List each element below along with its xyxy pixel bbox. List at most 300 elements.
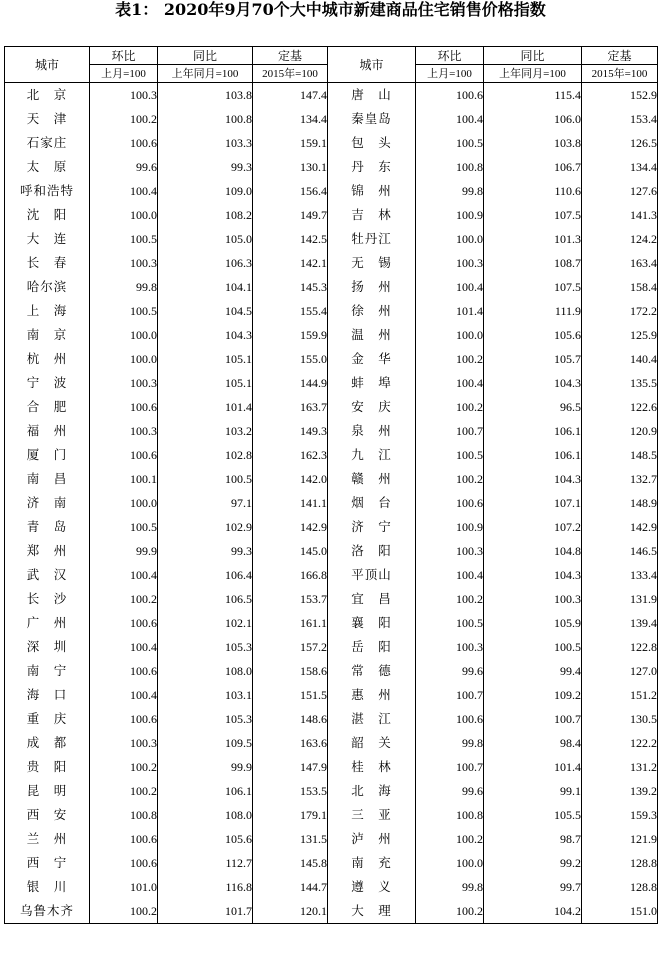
left-yoy-cell: 97.1: [158, 491, 253, 515]
column-header-base-right: 定基: [582, 47, 658, 65]
right-base-cell: 121.9: [582, 827, 658, 851]
left-city-cell: 西 安: [5, 803, 90, 827]
right-base-cell: 172.2: [582, 299, 658, 323]
right-city-cell: 湛 江: [328, 707, 416, 731]
right-city-cell: 平顶山: [328, 563, 416, 587]
left-base-cell: 134.4: [253, 107, 328, 131]
right-mom-cell: 99.8: [416, 875, 484, 899]
left-city-cell: 济 南: [5, 491, 90, 515]
left-city-cell: 海 口: [5, 683, 90, 707]
right-city-cell: 大 理: [328, 899, 416, 924]
left-base-cell: 142.9: [253, 515, 328, 539]
right-mom-cell: 100.8: [416, 155, 484, 179]
left-yoy-cell: 106.4: [158, 563, 253, 587]
right-yoy-cell: 98.7: [484, 827, 582, 851]
right-base-cell: 152.9: [582, 83, 658, 108]
table-row: [5, 635, 658, 659]
table-row: [5, 395, 658, 419]
left-yoy-cell: 104.5: [158, 299, 253, 323]
right-city-cell: 安 庆: [328, 395, 416, 419]
right-city-cell: 金 华: [328, 347, 416, 371]
right-mom-cell: 100.7: [416, 419, 484, 443]
right-city-cell: 赣 州: [328, 467, 416, 491]
left-base-cell: 120.1: [253, 899, 328, 924]
left-city-cell: 福 州: [5, 419, 90, 443]
left-yoy-cell: 103.8: [158, 83, 253, 108]
left-mom-cell: 100.4: [90, 635, 158, 659]
left-yoy-cell: 108.0: [158, 803, 253, 827]
right-base-cell: 131.9: [582, 587, 658, 611]
left-city-cell: 郑 州: [5, 539, 90, 563]
subheader-yoy-right: 上年同月=100: [484, 65, 582, 83]
column-header-base-left: 定基: [253, 47, 328, 65]
left-mom-cell: 100.0: [90, 323, 158, 347]
right-yoy-cell: 99.4: [484, 659, 582, 683]
left-yoy-cell: 101.4: [158, 395, 253, 419]
left-city-cell: 昆 明: [5, 779, 90, 803]
left-base-cell: 149.7: [253, 203, 328, 227]
right-city-cell: 遵 义: [328, 875, 416, 899]
right-mom-cell: 100.7: [416, 755, 484, 779]
left-city-cell: 长 沙: [5, 587, 90, 611]
right-base-cell: 122.8: [582, 635, 658, 659]
left-mom-cell: 100.4: [90, 683, 158, 707]
right-yoy-cell: 100.7: [484, 707, 582, 731]
left-city-cell: 重 庆: [5, 707, 90, 731]
left-mom-cell: 100.4: [90, 179, 158, 203]
right-city-cell: 九 江: [328, 443, 416, 467]
left-city-cell: 石家庄: [5, 131, 90, 155]
left-city-cell: 贵 阳: [5, 755, 90, 779]
table-row: [5, 707, 658, 731]
right-yoy-cell: 111.9: [484, 299, 582, 323]
right-mom-cell: 99.6: [416, 779, 484, 803]
right-city-cell: 无 锡: [328, 251, 416, 275]
right-city-cell: 徐 州: [328, 299, 416, 323]
right-yoy-cell: 101.4: [484, 755, 582, 779]
right-city-cell: 襄 阳: [328, 611, 416, 635]
right-base-cell: 124.2: [582, 227, 658, 251]
table-row: [5, 827, 658, 851]
left-base-cell: 153.7: [253, 587, 328, 611]
left-yoy-cell: 106.1: [158, 779, 253, 803]
left-yoy-cell: 103.2: [158, 419, 253, 443]
left-base-cell: 142.1: [253, 251, 328, 275]
right-city-cell: 韶 关: [328, 731, 416, 755]
left-mom-cell: 100.2: [90, 107, 158, 131]
left-mom-cell: 100.6: [90, 827, 158, 851]
left-mom-cell: 100.0: [90, 347, 158, 371]
right-mom-cell: 100.2: [416, 899, 484, 924]
right-city-cell: 宜 昌: [328, 587, 416, 611]
table-title: 表1： 2020年9月70个大中城市新建商品住宅销售价格指数: [115, 0, 546, 19]
right-base-cell: 133.4: [582, 563, 658, 587]
right-base-cell: 127.6: [582, 179, 658, 203]
column-header-city-left: 城市: [5, 47, 90, 83]
right-city-cell: 岳 阳: [328, 635, 416, 659]
column-header-yoy-left: 同比: [158, 47, 253, 65]
right-city-cell: 三 亚: [328, 803, 416, 827]
left-yoy-cell: 105.1: [158, 347, 253, 371]
right-mom-cell: 100.0: [416, 851, 484, 875]
right-city-cell: 秦皇岛: [328, 107, 416, 131]
left-mom-cell: 100.5: [90, 515, 158, 539]
column-header-city-right: 城市: [328, 47, 416, 83]
right-city-cell: 济 宁: [328, 515, 416, 539]
left-base-cell: 163.7: [253, 395, 328, 419]
right-yoy-cell: 104.2: [484, 899, 582, 924]
right-mom-cell: 100.4: [416, 107, 484, 131]
left-city-cell: 哈尔滨: [5, 275, 90, 299]
left-mom-cell: 100.6: [90, 611, 158, 635]
left-yoy-cell: 104.3: [158, 323, 253, 347]
left-mom-cell: 99.6: [90, 155, 158, 179]
right-yoy-cell: 104.3: [484, 563, 582, 587]
left-base-cell: 162.3: [253, 443, 328, 467]
table-row: [5, 251, 658, 275]
right-city-cell: 蚌 埠: [328, 371, 416, 395]
left-yoy-cell: 105.6: [158, 827, 253, 851]
left-yoy-cell: 109.5: [158, 731, 253, 755]
right-base-cell: 122.2: [582, 731, 658, 755]
right-base-cell: 128.8: [582, 851, 658, 875]
left-base-cell: 166.8: [253, 563, 328, 587]
table-row: [5, 731, 658, 755]
right-yoy-cell: 99.7: [484, 875, 582, 899]
right-base-cell: 142.9: [582, 515, 658, 539]
table-row: [5, 659, 658, 683]
left-base-cell: 155.4: [253, 299, 328, 323]
right-mom-cell: 101.4: [416, 299, 484, 323]
table-row: [5, 371, 658, 395]
right-city-cell: 洛 阳: [328, 539, 416, 563]
table-row: [5, 347, 658, 371]
right-mom-cell: 100.2: [416, 347, 484, 371]
right-base-cell: 151.2: [582, 683, 658, 707]
left-city-cell: 呼和浩特: [5, 179, 90, 203]
right-yoy-cell: 99.1: [484, 779, 582, 803]
left-base-cell: 141.1: [253, 491, 328, 515]
left-city-cell: 成 都: [5, 731, 90, 755]
left-yoy-cell: 101.7: [158, 899, 253, 924]
right-yoy-cell: 99.2: [484, 851, 582, 875]
column-header-mom-left: 环比: [90, 47, 158, 65]
right-mom-cell: 100.2: [416, 395, 484, 419]
left-base-cell: 157.2: [253, 635, 328, 659]
left-mom-cell: 100.6: [90, 851, 158, 875]
left-mom-cell: 99.9: [90, 539, 158, 563]
right-yoy-cell: 105.6: [484, 323, 582, 347]
right-mom-cell: 100.6: [416, 83, 484, 108]
left-base-cell: 153.5: [253, 779, 328, 803]
left-mom-cell: 100.6: [90, 659, 158, 683]
column-header-yoy-right: 同比: [484, 47, 582, 65]
left-city-cell: 南 昌: [5, 467, 90, 491]
left-yoy-cell: 108.2: [158, 203, 253, 227]
left-city-cell: 长 春: [5, 251, 90, 275]
left-mom-cell: 100.8: [90, 803, 158, 827]
left-city-cell: 沈 阳: [5, 203, 90, 227]
left-yoy-cell: 99.3: [158, 539, 253, 563]
left-city-cell: 乌鲁木齐: [5, 899, 90, 924]
right-base-cell: 163.4: [582, 251, 658, 275]
left-yoy-cell: 109.0: [158, 179, 253, 203]
right-mom-cell: 100.4: [416, 371, 484, 395]
right-yoy-cell: 105.5: [484, 803, 582, 827]
table-row: [5, 107, 658, 131]
left-yoy-cell: 105.0: [158, 227, 253, 251]
left-base-cell: 145.0: [253, 539, 328, 563]
subheader-mom-left: 上月=100: [90, 65, 158, 83]
right-base-cell: 148.5: [582, 443, 658, 467]
right-base-cell: 130.5: [582, 707, 658, 731]
right-city-cell: 北 海: [328, 779, 416, 803]
left-base-cell: 145.8: [253, 851, 328, 875]
left-base-cell: 161.1: [253, 611, 328, 635]
left-mom-cell: 99.8: [90, 275, 158, 299]
right-city-cell: 常 德: [328, 659, 416, 683]
left-mom-cell: 100.0: [90, 203, 158, 227]
left-base-cell: 142.0: [253, 467, 328, 491]
table-row: [5, 131, 658, 155]
right-base-cell: 139.2: [582, 779, 658, 803]
right-yoy-cell: 100.5: [484, 635, 582, 659]
right-yoy-cell: 104.3: [484, 467, 582, 491]
left-city-cell: 宁 波: [5, 371, 90, 395]
left-yoy-cell: 105.1: [158, 371, 253, 395]
right-mom-cell: 100.5: [416, 611, 484, 635]
right-mom-cell: 100.0: [416, 227, 484, 251]
table-row: [5, 803, 658, 827]
right-yoy-cell: 110.6: [484, 179, 582, 203]
right-base-cell: 131.2: [582, 755, 658, 779]
right-base-cell: 134.4: [582, 155, 658, 179]
left-base-cell: 163.6: [253, 731, 328, 755]
right-base-cell: 146.5: [582, 539, 658, 563]
right-city-cell: 包 头: [328, 131, 416, 155]
right-mom-cell: 100.7: [416, 683, 484, 707]
right-base-cell: 120.9: [582, 419, 658, 443]
left-city-cell: 太 原: [5, 155, 90, 179]
left-city-cell: 上 海: [5, 299, 90, 323]
right-mom-cell: 100.2: [416, 467, 484, 491]
left-mom-cell: 100.6: [90, 443, 158, 467]
left-yoy-cell: 106.3: [158, 251, 253, 275]
right-city-cell: 唐 山: [328, 83, 416, 108]
right-base-cell: 122.6: [582, 395, 658, 419]
table-row: [5, 203, 658, 227]
left-yoy-cell: 102.8: [158, 443, 253, 467]
right-city-cell: 烟 台: [328, 491, 416, 515]
left-city-cell: 南 宁: [5, 659, 90, 683]
right-mom-cell: 100.9: [416, 203, 484, 227]
right-yoy-cell: 101.3: [484, 227, 582, 251]
price-index-table: [4, 46, 658, 924]
left-city-cell: 天 津: [5, 107, 90, 131]
left-base-cell: 130.1: [253, 155, 328, 179]
right-yoy-cell: 106.7: [484, 155, 582, 179]
right-mom-cell: 99.6: [416, 659, 484, 683]
right-yoy-cell: 107.5: [484, 203, 582, 227]
left-mom-cell: 100.5: [90, 299, 158, 323]
table-row: [5, 83, 658, 108]
right-mom-cell: 100.6: [416, 491, 484, 515]
right-mom-cell: 100.5: [416, 131, 484, 155]
left-mom-cell: 100.3: [90, 371, 158, 395]
left-mom-cell: 100.6: [90, 395, 158, 419]
right-mom-cell: 100.6: [416, 707, 484, 731]
right-base-cell: 159.3: [582, 803, 658, 827]
left-mom-cell: 100.3: [90, 731, 158, 755]
table-row: [5, 299, 658, 323]
left-base-cell: 147.4: [253, 83, 328, 108]
right-yoy-cell: 115.4: [484, 83, 582, 108]
left-yoy-cell: 100.8: [158, 107, 253, 131]
table-row: [5, 851, 658, 875]
right-city-cell: 丹 东: [328, 155, 416, 179]
left-mom-cell: 101.0: [90, 875, 158, 899]
left-yoy-cell: 99.9: [158, 755, 253, 779]
left-yoy-cell: 103.1: [158, 683, 253, 707]
left-yoy-cell: 116.8: [158, 875, 253, 899]
left-mom-cell: 100.3: [90, 419, 158, 443]
table-row: [5, 875, 658, 899]
table-row: [5, 779, 658, 803]
subheader-base-right: 2015年=100: [582, 65, 658, 83]
left-base-cell: 142.5: [253, 227, 328, 251]
right-mom-cell: 100.3: [416, 251, 484, 275]
table-row: [5, 467, 658, 491]
table-body: [5, 83, 658, 924]
right-base-cell: 158.4: [582, 275, 658, 299]
left-city-cell: 银 川: [5, 875, 90, 899]
table-row: [5, 539, 658, 563]
table-row: [5, 155, 658, 179]
table-row: [5, 683, 658, 707]
subheader-base-left: 2015年=100: [253, 65, 328, 83]
left-base-cell: 179.1: [253, 803, 328, 827]
left-base-cell: 156.4: [253, 179, 328, 203]
left-mom-cell: 100.4: [90, 563, 158, 587]
right-city-cell: 南 充: [328, 851, 416, 875]
left-mom-cell: 100.0: [90, 491, 158, 515]
left-yoy-cell: 100.5: [158, 467, 253, 491]
left-yoy-cell: 108.0: [158, 659, 253, 683]
right-mom-cell: 100.2: [416, 827, 484, 851]
right-yoy-cell: 96.5: [484, 395, 582, 419]
subheader-mom-right: 上月=100: [416, 65, 484, 83]
left-base-cell: 131.5: [253, 827, 328, 851]
table-row: [5, 899, 658, 924]
right-base-cell: 127.0: [582, 659, 658, 683]
right-yoy-cell: 103.8: [484, 131, 582, 155]
right-city-cell: 泉 州: [328, 419, 416, 443]
left-base-cell: 155.0: [253, 347, 328, 371]
left-city-cell: 兰 州: [5, 827, 90, 851]
right-base-cell: 139.4: [582, 611, 658, 635]
right-mom-cell: 100.5: [416, 443, 484, 467]
column-header-mom-right: 环比: [416, 47, 484, 65]
right-mom-cell: 100.4: [416, 563, 484, 587]
left-city-cell: 杭 州: [5, 347, 90, 371]
right-city-cell: 桂 林: [328, 755, 416, 779]
right-city-cell: 牡丹江: [328, 227, 416, 251]
table-row: [5, 491, 658, 515]
subheader-yoy-left: 上年同月=100: [158, 65, 253, 83]
table-row: [5, 419, 658, 443]
table-row: [5, 227, 658, 251]
table-row: [5, 611, 658, 635]
right-mom-cell: 99.8: [416, 179, 484, 203]
left-yoy-cell: 112.7: [158, 851, 253, 875]
right-base-cell: 148.9: [582, 491, 658, 515]
right-yoy-cell: 105.9: [484, 611, 582, 635]
left-mom-cell: 100.2: [90, 779, 158, 803]
left-yoy-cell: 102.1: [158, 611, 253, 635]
left-mom-cell: 100.2: [90, 587, 158, 611]
left-base-cell: 145.3: [253, 275, 328, 299]
left-mom-cell: 100.5: [90, 227, 158, 251]
right-city-cell: 温 州: [328, 323, 416, 347]
right-base-cell: 153.4: [582, 107, 658, 131]
left-city-cell: 西 宁: [5, 851, 90, 875]
left-city-cell: 北 京: [5, 83, 90, 108]
right-mom-cell: 100.0: [416, 323, 484, 347]
right-base-cell: 140.4: [582, 347, 658, 371]
left-base-cell: 149.3: [253, 419, 328, 443]
right-yoy-cell: 108.7: [484, 251, 582, 275]
left-city-cell: 合 肥: [5, 395, 90, 419]
right-mom-cell: 100.3: [416, 539, 484, 563]
left-city-cell: 深 圳: [5, 635, 90, 659]
right-mom-cell: 100.4: [416, 275, 484, 299]
right-yoy-cell: 104.3: [484, 371, 582, 395]
left-city-cell: 厦 门: [5, 443, 90, 467]
right-base-cell: 135.5: [582, 371, 658, 395]
right-base-cell: 132.7: [582, 467, 658, 491]
right-yoy-cell: 107.2: [484, 515, 582, 539]
right-yoy-cell: 109.2: [484, 683, 582, 707]
left-yoy-cell: 105.3: [158, 635, 253, 659]
left-yoy-cell: 104.1: [158, 275, 253, 299]
header-row: [5, 47, 658, 65]
right-yoy-cell: 105.7: [484, 347, 582, 371]
right-yoy-cell: 106.0: [484, 107, 582, 131]
right-base-cell: 125.9: [582, 323, 658, 347]
table-row: [5, 443, 658, 467]
right-mom-cell: 100.8: [416, 803, 484, 827]
left-mom-cell: 100.2: [90, 899, 158, 924]
left-yoy-cell: 106.5: [158, 587, 253, 611]
right-yoy-cell: 107.5: [484, 275, 582, 299]
right-base-cell: 128.8: [582, 875, 658, 899]
right-mom-cell: 100.2: [416, 587, 484, 611]
left-yoy-cell: 103.3: [158, 131, 253, 155]
left-city-cell: 武 汉: [5, 563, 90, 587]
left-mom-cell: 100.3: [90, 83, 158, 108]
left-yoy-cell: 99.3: [158, 155, 253, 179]
left-base-cell: 159.9: [253, 323, 328, 347]
right-base-cell: 141.3: [582, 203, 658, 227]
table-row: [5, 515, 658, 539]
right-city-cell: 扬 州: [328, 275, 416, 299]
left-base-cell: 148.6: [253, 707, 328, 731]
left-mom-cell: 100.3: [90, 251, 158, 275]
table-row: [5, 323, 658, 347]
right-city-cell: 锦 州: [328, 179, 416, 203]
left-yoy-cell: 102.9: [158, 515, 253, 539]
left-base-cell: 159.1: [253, 131, 328, 155]
